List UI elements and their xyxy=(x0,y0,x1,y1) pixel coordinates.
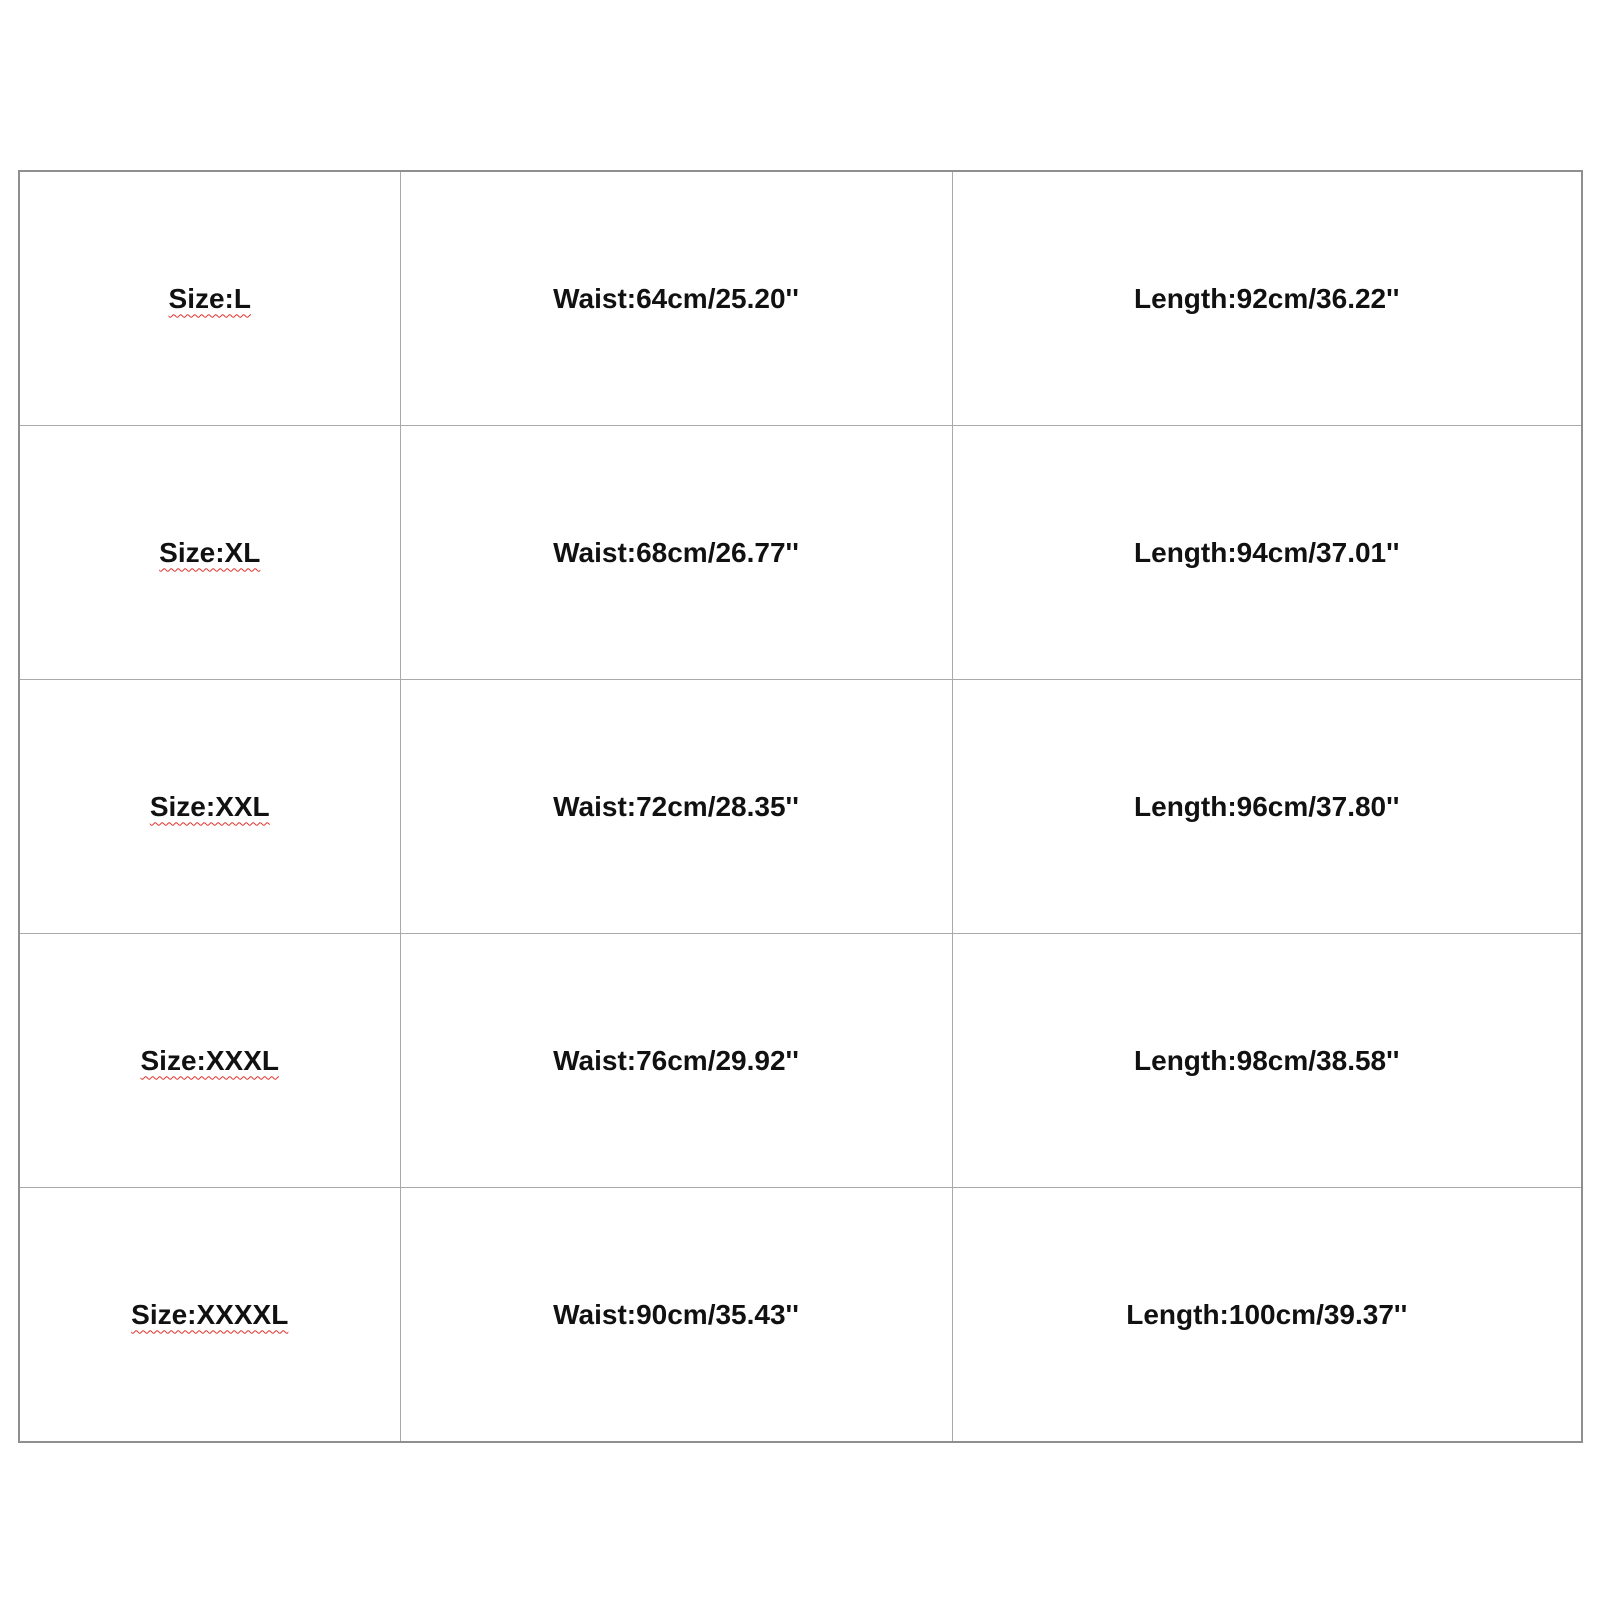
length-cell xyxy=(952,1188,1582,1443)
waist-cell xyxy=(400,1188,952,1443)
waist-cell xyxy=(400,426,952,680)
length-value: Length:94cm/37.01'' xyxy=(1134,536,1400,568)
size-cell xyxy=(19,426,400,680)
length-value: Length:98cm/38.58'' xyxy=(1134,1044,1400,1076)
length-value: Length:92cm/36.22'' xyxy=(1134,282,1400,314)
table-row xyxy=(19,680,1582,934)
size-cell xyxy=(19,934,400,1188)
size-label: Size:XL xyxy=(159,536,261,568)
waist-value: Waist:64cm/25.20'' xyxy=(553,282,799,314)
length-value: Length:100cm/39.37'' xyxy=(1126,1298,1408,1330)
waist-cell xyxy=(400,171,952,426)
waist-value: Waist:90cm/35.43'' xyxy=(553,1298,799,1330)
waist-value: Waist:68cm/26.77'' xyxy=(553,536,799,568)
length-cell xyxy=(952,680,1582,934)
size-cell xyxy=(19,1188,400,1443)
size-label: Size:L xyxy=(168,282,251,314)
waist-value: Waist:76cm/29.92'' xyxy=(553,1044,799,1076)
table-row xyxy=(19,934,1582,1188)
size-chart-table xyxy=(18,170,1583,1443)
length-cell xyxy=(952,426,1582,680)
table-row xyxy=(19,1188,1582,1443)
size-cell xyxy=(19,171,400,426)
waist-cell xyxy=(400,934,952,1188)
length-cell xyxy=(952,171,1582,426)
table-row xyxy=(19,426,1582,680)
size-label: Size:XXXL xyxy=(140,1044,279,1076)
size-label: Size:XXXXL xyxy=(131,1298,289,1330)
waist-value: Waist:72cm/28.35'' xyxy=(553,790,799,822)
size-cell xyxy=(19,680,400,934)
size-label: Size:XXL xyxy=(149,790,270,822)
waist-cell xyxy=(400,680,952,934)
length-value: Length:96cm/37.80'' xyxy=(1134,790,1400,822)
length-cell xyxy=(952,934,1582,1188)
table-row xyxy=(19,171,1582,426)
